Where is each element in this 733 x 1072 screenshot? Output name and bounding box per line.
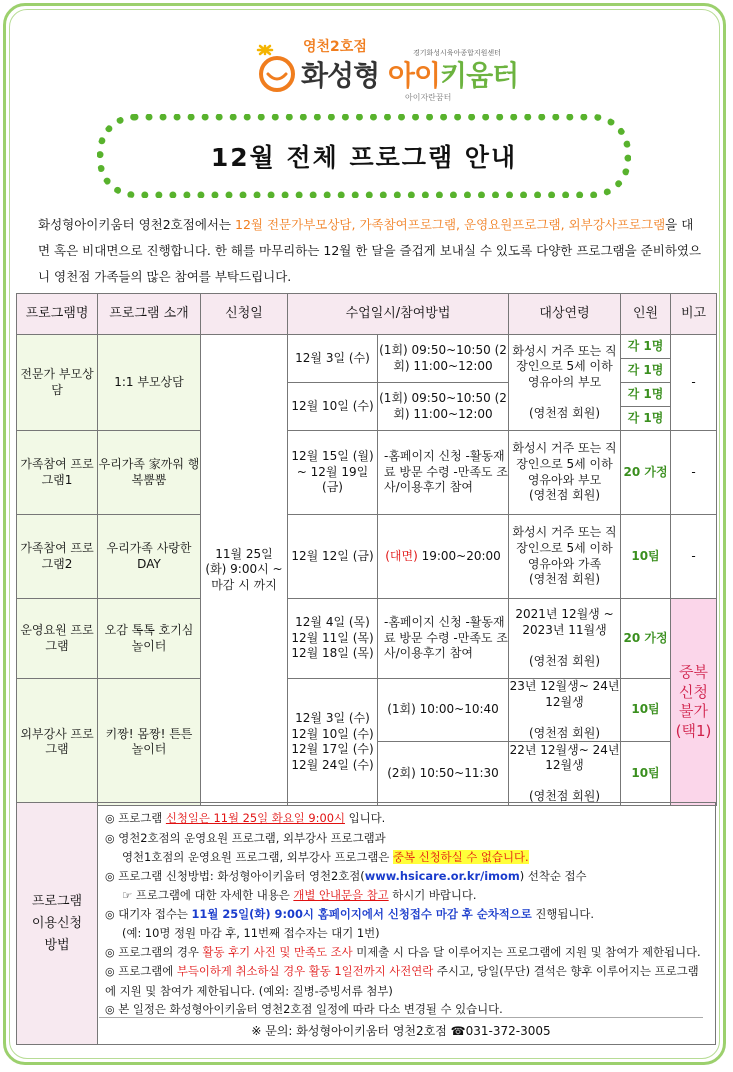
program-name: 가족참여 프로그램2 [17,515,98,599]
apply-section [16,802,716,1045]
class-times: (1회) 09:50~10:50 (2회) 11:00~12:00 [378,383,509,431]
program-table [16,293,717,806]
intro-text: 화성형아이키움터 영천2호점에서는 12월 전문가부모상담, 가족참여프로그램, 운영요원프로그램, 외부강사프로그램을 대면 혹은 비대면으로 진행합니다. 한 해를 마무리하는 12월 한 달을 즐겁게 보내실 수 있도록 다양한 프로그램을 준비하였으니 영천점 가족들의 많은 참여를 부탁드립니다. [38,217,702,284]
apply-item: ◎ 프로그램 신청일은 11월 25일 화요일 9:00시 입니다. [105,811,386,825]
class-method: -홈페이지 신청 -활동재료 방문 수령 -만족도 조사/이용후기 참여 [378,431,509,515]
apply-label: 프로그램 이용신청 방법 [17,803,98,1044]
capacity: 각 1명 [621,407,671,431]
capacity: 각 1명 [621,335,671,359]
header-cell: 인원 [621,294,671,335]
header-cell: 대상연령 [509,294,621,335]
class-date: 12월 15일 (월) ~ 12월 19일 (금) [288,431,378,515]
class-date: 12월 10일 (수) [288,383,378,431]
class-times: (1회) 09:50~10:50 (2회) 11:00~12:00 [378,335,509,383]
apply-item-cont: (예: 10명 정원 마감 후, 11번째 접수자는 대기 1번) [122,926,380,940]
class-date: 12월 3일 (수) [288,335,378,383]
table-row [17,335,717,359]
title-box [97,114,631,198]
table-row [17,679,717,742]
logo [255,34,519,106]
class-method: -홈페이지 신청 -활동재료 방문 수령 -만족도 조사/이용후기 참여 [378,599,509,679]
class-date: 12월 3일 (수) 12월 10일 (수) 12월 17일 (수) 12월 24일 (수) [288,679,378,806]
apply-date: 11월 25일(화) 9:00시 ~ 마감 시 까지 [201,335,288,806]
capacity: 10팀 [621,515,671,599]
target-age: 화성시 거주 또는 직장인으로 5세 이하 영유아와 가족 (영천점 회원) [509,515,621,599]
target-age: 화성시 거주 또는 직장인으로 5세 이하 영유아와 부모 (영천점 회원) [509,431,621,515]
target-age: 2021년 12월생 ~ 2023년 11월생 (영천점 회원) [509,599,621,679]
apply-item: ◎ 본 일정은 화성형아이키움터 영천2호점 일정에 따라 다소 변경될 수 있습니다. [105,1002,503,1016]
capacity: 각 1명 [621,359,671,383]
note: - [671,431,717,515]
program-name: 전문가 부모상담 [17,335,98,431]
table-row [17,515,717,599]
apply-item-cont: ☞ 프로그램에 대한 자세한 내용은 개별 안내문을 참고 하시기 바랍니다. [122,888,477,902]
org-label: 경기화성시육아종합지원센터 [413,49,501,57]
target-age: 화성시 거주 또는 직장인으로 5세 이하 영유아의 부모 (영천점 회원) [509,335,621,431]
apply-item: ◎ 프로그램의 경우 활동 후기 사진 및 만족도 조사 미제출 시 다음 달 이루어지는 프로그램에 지원 및 참여가 제한됩니다. [105,944,701,959]
class-method: (대면) 19:00~20:00 [378,515,509,599]
contact-line: ※ 문의: 화성형아이키움터 영천2호점 ☎031-372-3005 [99,1017,703,1039]
capacity: 10팀 [621,742,671,806]
program-desc: 오감 톡톡 호기심 놀이터 [98,599,201,679]
apply-list [105,809,709,1020]
apply-item: ◎ 대기자 접수는 11월 25일(화) 9:00시 홈페이지에서 신청접수 마감 후 순차적으로 진행됩니다. [105,906,595,921]
duplicate-note: 중복 신청 불가 (택1) [671,599,717,806]
target-age: 22년 12월생~ 24년 12월생 (영천점 회원) [509,742,621,806]
class-date: 12월 4일 (목) 12월 11일 (목) 12월 18일 (목) [288,599,378,679]
capacity: 10팀 [621,679,671,742]
apply-item-cont: 영천1호점의 운영요원 프로그램, 외부강사 프로그램은 중복 신청하실 수 없습니다. [122,850,529,864]
apply-item: ◎ 프로그램에 부득이하게 취소하실 경우 활동 1일전까지 사전연락 주시고, 당일(무단) 결석은 향후 이루어지는 프로그램에 지원 및 참여가 제한됩니다. (예외: 질병-증빙서류 첨부) [105,964,699,998]
class-date: 12월 12일 (금) [288,515,378,599]
header-cell: 신청일 [201,294,288,335]
note: - [671,515,717,599]
class-times: (2회) 10:50~11:30 [378,742,509,806]
note: - [671,335,717,431]
class-times: (1회) 10:00~10:40 [378,679,509,742]
header-cell: 비고 [671,294,717,335]
table-row [17,431,717,515]
apply-item: ◎ 영천2호점의 운영요원 프로그램, 외부강사 프로그램과 [105,830,386,845]
brand-name: 화성형 아이키움터 [301,59,519,92]
sun-logo-icon [255,44,299,94]
branch-label: 영천2호점 [303,39,367,55]
apply-item: ◎ 프로그램 신청방법: 화성형아이키움터 영천2호점(www.hsicare.or.kr/imom) 선착순 접수 [105,868,587,883]
program-desc: 우리가족 사랑한 DAY [98,515,201,599]
brand-sub: 아이자란꿈터 [405,93,452,102]
program-name: 외부강사 프로그램 [17,679,98,806]
program-desc: 1:1 부모상담 [98,335,201,431]
program-name: 가족참여 프로그램1 [17,431,98,515]
page-title: 12월 전체 프로그램 안내 [210,143,518,172]
table-header [17,294,717,335]
program-desc: 키짱! 몸짱! 튼튼 놀이터 [98,679,201,806]
header-cell: 수업일시/참여방법 [288,294,509,335]
target-age: 23년 12월생~ 24년 12월생 (영천점 회원) [509,679,621,742]
capacity: 20 가정 [621,431,671,515]
capacity: 20 가정 [621,599,671,679]
header-cell: 프로그램 소개 [98,294,201,335]
table-row [17,599,717,679]
header-cell: 프로그램명 [17,294,98,335]
capacity: 각 1명 [621,383,671,407]
program-name: 운영요원 프로그램 [17,599,98,679]
program-desc: 우리가족 家까워 행복뿜뿜 [98,431,201,515]
